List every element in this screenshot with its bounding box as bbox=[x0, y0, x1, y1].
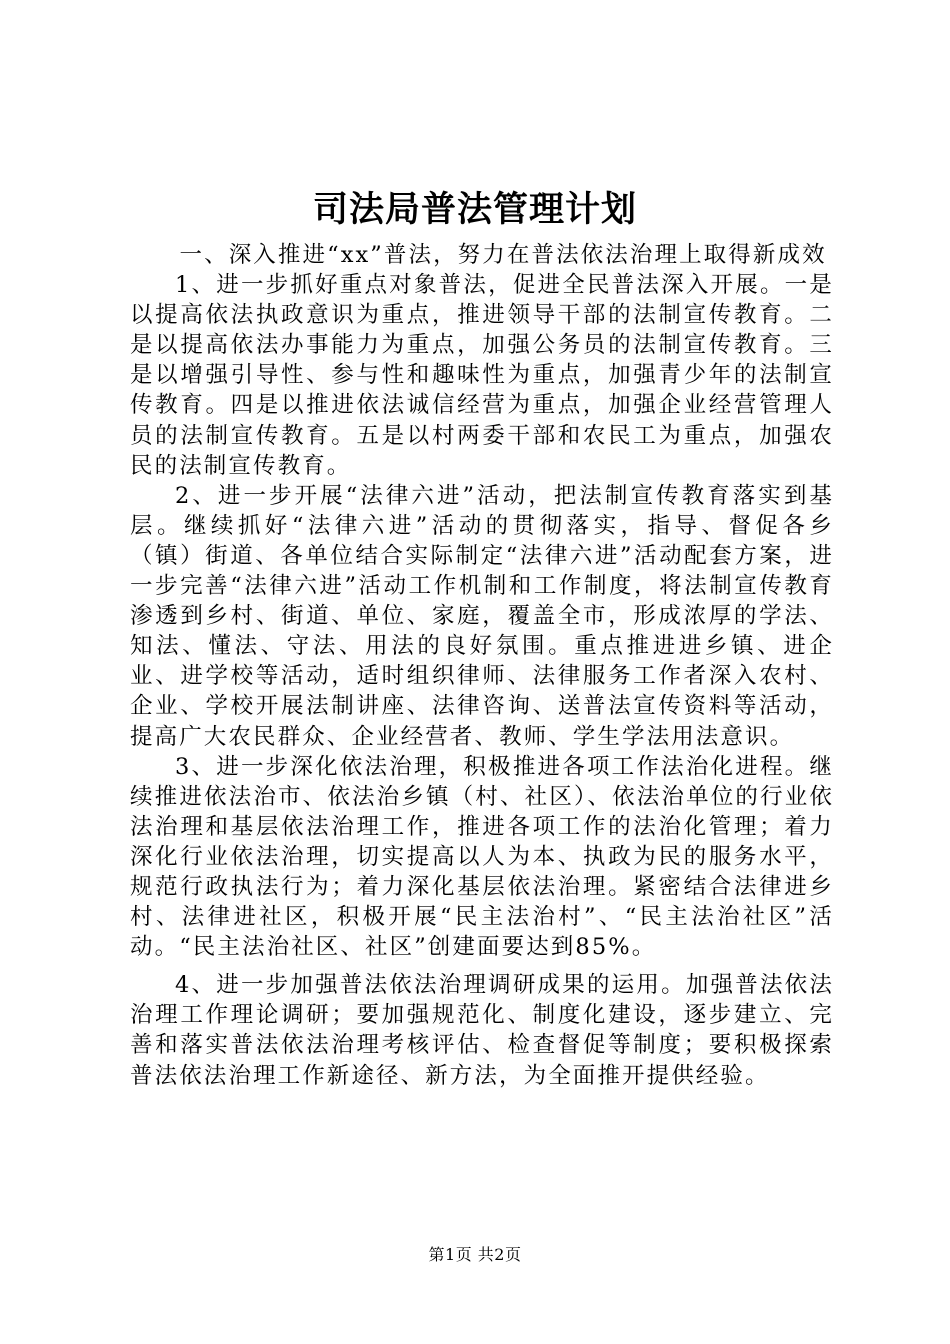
paragraph-3: 3、进一步深化依法治理，积极推进各项工作法治化进程。继续推进依法治市、依法治乡镇（村、社区）、依法治单位的行业依法治理和基层依法治理工作，推进各项工作的法治化管理；着力深化行业依法治理，切实提高以人为本、执政为民的服务水平，规范行政执法行为；着力深化基层依法治理。紧密结合法律进乡村、法律进社区，积极开展“民主法治村”、“民主法治社区”活动。“民主法治社区、社区”创建面要达到85%。 bbox=[130, 753, 834, 961]
document-title: 司法局普法管理计划 bbox=[312, 189, 637, 230]
paragraph-4: 4、进一步加强普法依法治理调研成果的运用。加强普法依法治理工作理论调研；要加强规范化、制度化建设，逐步建立、完善和落实普法依法治理考核评估、检查督促等制度；要积极探索普法依法治理工作新途径、新方法，为全面推开提供经验。 bbox=[130, 972, 834, 1089]
section-heading: 一、深入推进“xx”普法，努力在普法依法治理上取得新成效 bbox=[179, 242, 827, 268]
paragraph-2: 2、进一步开展“法律六进”活动，把法制宣传教育落实到基层。继续抓好“法律六进”活动的贯彻落实，指导、督促各乡（镇）街道、各单位结合实际制定“法律六进”活动配套方案，进一步完善“法律六进”活动工作机制和工作制度，将法制宣传教育渗透到乡村、街道、单位、家庭，覆盖全市，形成浓厚的学法、知法、懂法、守法、用法的良好氛围。重点推进进乡镇、进企业、进学校等活动，适时组织律师、法律服务工作者深入农村、企业、学校开展法制讲座、法律咨询、送普法宣传资料等活动，提高广大农民群众、企业经营者、教师、学生学法用法意识。 bbox=[130, 482, 834, 750]
page-number-footer: 第1页 共2页 bbox=[428, 1245, 522, 1264]
paragraph-1: 1、进一步抓好重点对象普法，促进全民普法深入开展。一是以提高依法执政意识为重点，推进领导干部的法制宣传教育。二是以提高依法办事能力为重点，加强公务员的法制宣传教育。三是以增强引导性、参与性和趣味性为重点，加强青少年的法制宣传教育。四是以推进依法诚信经营为重点，加强企业经营管理人员的法制宣传教育。五是以村两委干部和农民工为重点，加强农民的法制宣传教育。 bbox=[130, 272, 834, 479]
document-body bbox=[130, 240, 834, 1091]
